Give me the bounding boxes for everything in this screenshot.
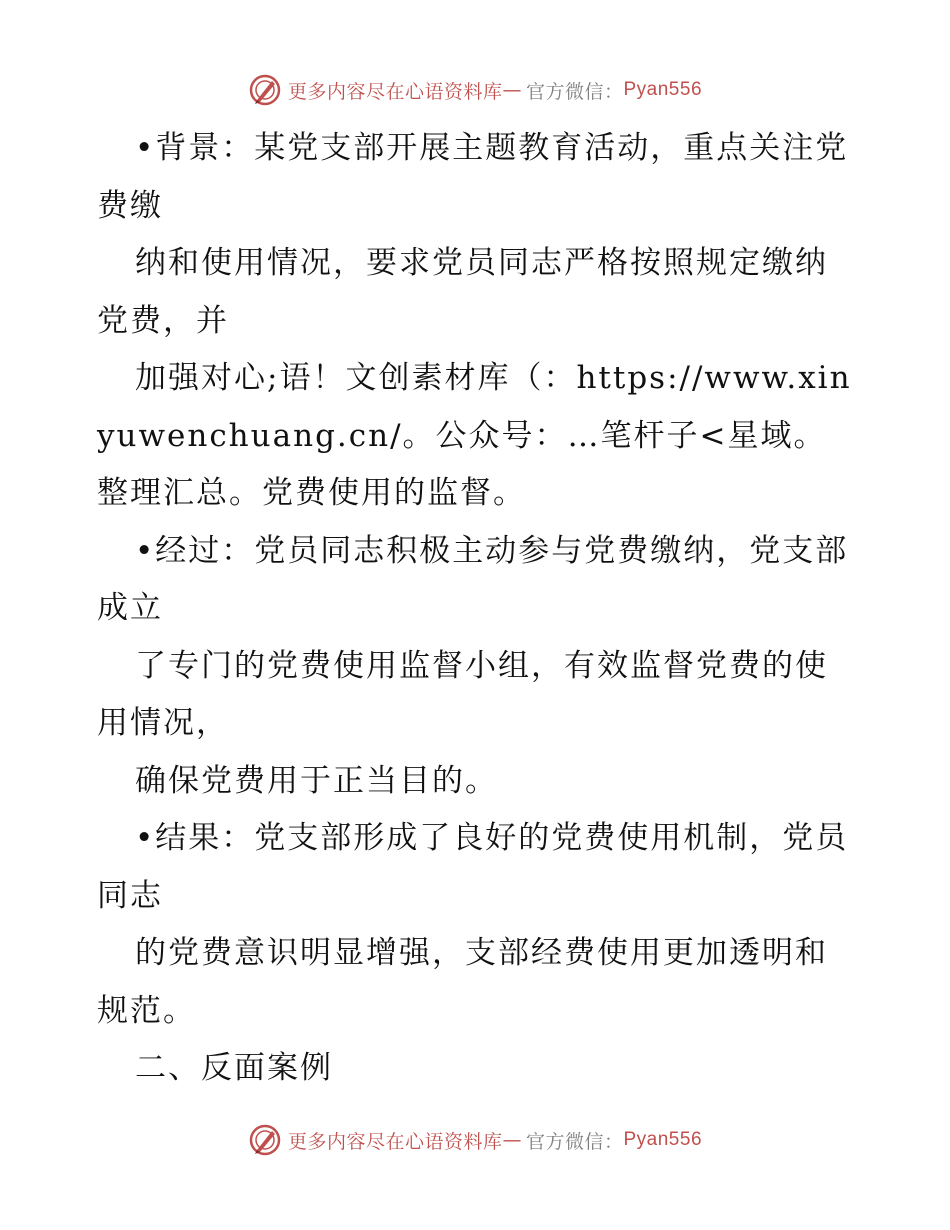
- paragraph-process-cont: 了专门的党费使用监督小组，有效监督党费的使用情况，: [97, 647, 828, 741]
- watermark-site-text: 更多内容尽在心语资料库: [287, 1130, 503, 1153]
- paragraph-result: •结果：党支部形成了良好的党费使用机制，党员同志: [97, 820, 849, 914]
- paragraph-result-cont: 的党费意识明显增强，支部经费使用更加透明和规范。: [97, 935, 828, 1029]
- header-watermark: [0, 70, 950, 110]
- paragraph-background-cont: 纳和使用情况，要求党员同志严格按照规定缴纳党费，并: [97, 245, 828, 339]
- watermark-dash: —: [502, 1129, 522, 1151]
- watermark-dash: —: [502, 79, 522, 101]
- section-heading-negative-cases: 二、反面案例: [135, 1050, 333, 1086]
- watermark-wechat-label: 官方微信：: [525, 80, 624, 103]
- paragraph-background: •背景：某党支部开展主题教育活动，重点关注党费缴: [97, 130, 849, 224]
- watermark-wechat-id: Pyan556: [623, 1129, 703, 1150]
- pen-logo-icon: [248, 73, 282, 107]
- paragraph-background-source: 加强对心;语！文创素材库（：https://www.xinyuwenchuang.cn/。公众号：…笔杆子<星域。整理汇总。党费使用的监督。: [97, 360, 852, 511]
- paragraph-process-end: 确保党费用于正当目的。: [135, 762, 498, 799]
- pen-logo-icon: [248, 1123, 282, 1157]
- document-body: [97, 120, 857, 1098]
- footer-watermark: [0, 1120, 950, 1160]
- paragraph-process: •经过：党员同志积极主动参与党费缴纳，党支部成立: [97, 532, 849, 626]
- watermark-wechat-id: Pyan556: [623, 79, 703, 100]
- watermark-wechat-label: 官方微信：: [525, 1130, 624, 1153]
- watermark-site-text: 更多内容尽在心语资料库: [287, 80, 503, 103]
